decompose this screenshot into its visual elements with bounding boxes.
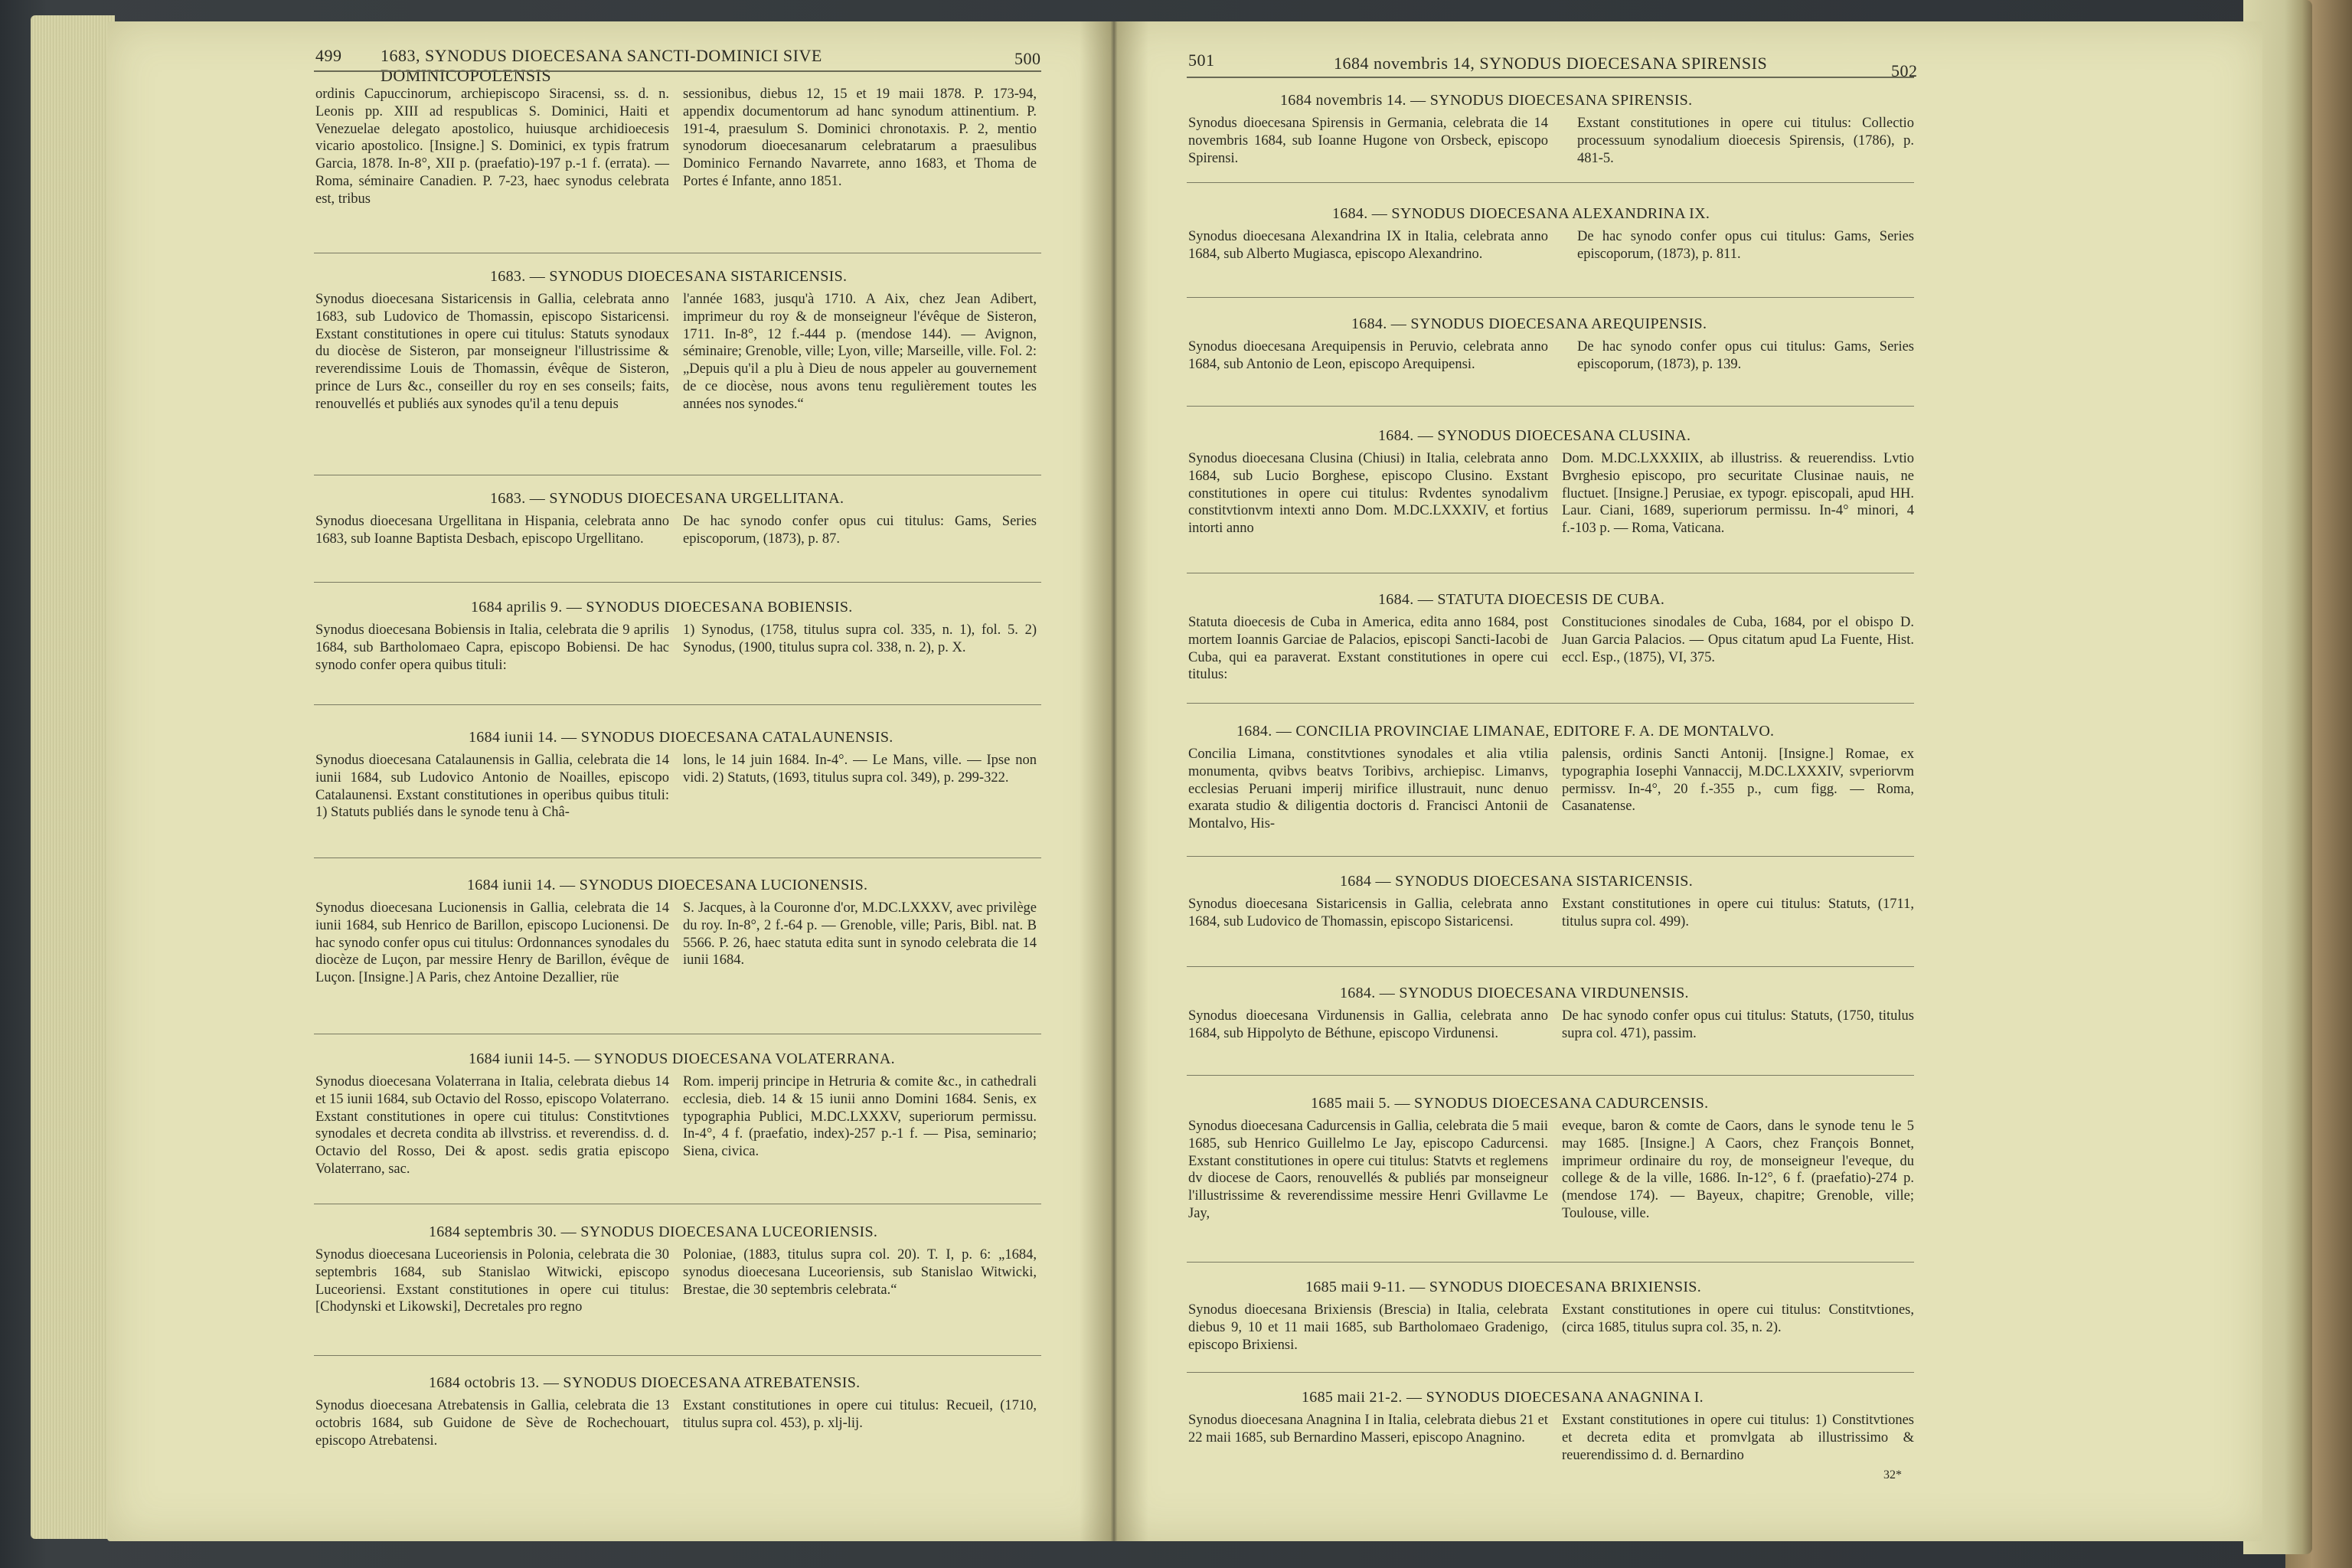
entry-col2: De hac synodo confer opus cui titulus: Gams, Series episcoporum, (1873), p. 87. xyxy=(683,514,1037,547)
entry-col2: Exstant constitutiones in opere cui titulus: Collectio processuum synodalium dioecesis Spirensis, (1786), p. 481-5. xyxy=(1577,116,1914,166)
entry-col1: Synodus dioecesana Luceoriensis in Polonia, celebrata die 30 septembris 1684, sub Stanislao Witwicki, episcopo Luceoriensi. Exstant constitutiones in opere cui titulus: [Chodynski et Likowski], Decretales pro regno xyxy=(315,1247,669,1315)
entry-heading: 1684 septembris 30. — SYNODUS DIOECESANA LUCEORIENSIS. xyxy=(429,1223,878,1240)
entry-col1: Synodus dioecesana Brixiensis (Brescia) in Italia, celebrata diebus 9, 10 et 11 maii 1685, sub Bartholomaeo Gradenigo, episcopo Brixiensi. xyxy=(1188,1302,1548,1353)
entry-col2: Dom. M.DC.LXXXIIX, ab illustriss. & reuerendiss. Lvtio Bvrghesio episcopo, pro securitate Clusinae nauis, ne fluctuet. [Insigne.] Perusiae, ex typogr. episcopali, apud HH. Laur. Ciani, 1689, superiorum permissu. In-4° minori, 4 f.-103 p. — Roma, Vaticana. xyxy=(1562,451,1914,537)
rule xyxy=(1187,966,1914,967)
entry-col1: Statuta dioecesis de Cuba in America, edita anno 1684, post mortem Ioannis Garciae de Palacios, episcopi Sancti-Iacobi de Cuba, qui ea paraverat. Exstant constitutiones in opere cui titulus: xyxy=(1188,615,1548,683)
entry-col1: Synodus dioecesana Virdunensis in Gallia, celebrata anno 1684, sub Hippolyto de Béthune, episcopo Virdunensi. xyxy=(1188,1008,1548,1041)
rule xyxy=(314,70,1041,72)
page-stack-left xyxy=(31,15,115,1539)
entry-heading: 1684. — CONCILIA PROVINCIAE LIMANAE, EDITORE F. A. DE MONTALVO. xyxy=(1236,723,1775,740)
rule xyxy=(314,704,1041,705)
rule xyxy=(1187,1262,1914,1263)
entry-col1: Synodus dioecesana Lucionensis in Gallia, celebrata die 14 iunii 1684, sub Henrico de Barillon, episcopo Lucionensi. De hac synodo confer opus cui titulus: Ordonnances synodales du diocèze de Luçon, par messire Henry de Barillon, évêque de Luçon. [Insigne.] A Paris, chez Antoine Dezallier, rüe xyxy=(315,900,669,986)
signature-mark: 32* xyxy=(1883,1468,1902,1481)
entry-heading: 1685 maii 9-11. — SYNODUS DIOECESANA BRIXIENSIS. xyxy=(1305,1279,1702,1295)
rule xyxy=(314,582,1041,583)
entry-col1: Synodus dioecesana Catalaunensis in Gallia, celebrata die 14 iunii 1684, sub Ludovico Antonio de Noailles, episcopo Catalaunensi. Exstant constitutiones in operibus quibus tituli: 1) Statuts publiés dans le synode tenu à Châ- xyxy=(315,753,669,821)
page-number: 499 xyxy=(315,46,342,65)
running-head: 1684 novembris 14, SYNODUS DIOECESANA SPIRENSIS xyxy=(1334,54,1768,73)
entry-col2: l'année 1683, jusqu'à 1710. A Aix, chez Jean Adibert, imprimeur du roy & de monseigneur l'évêque de Sisteron, 1711. In-8°, 12 f.-444 p. (mendose 144). — Avignon, séminaire; Grenoble, ville; Lyon, ville; Marseille, ville. Fol. 2: „Depuis qu'il a plu à Dieu de nous appeler au gouvernement de ce diocèse, nous avons tenu regulièrement toutes les années nos synodes.“ xyxy=(683,292,1037,412)
rule xyxy=(1187,406,1914,407)
entry-col1: Synodus dioecesana Alexandrina IX in Italia, celebrata anno 1684, sub Alberto Mugiasca, episcopo Alexandrino. xyxy=(1188,229,1548,262)
entry-col1: Synodus dioecesana Clusina (Chiusi) in Italia, celebrata anno 1684, sub Lucio Borghese, episcopo Clusino. Exstant constitutiones in opere cui titulus: Rvdentes synodalivm constitvtionvm intexti anno Dom. M.DC.LXXXIV, et fortius intorti anno xyxy=(1188,451,1548,537)
entry-heading: 1684. — SYNODUS DIOECESANA AREQUIPENSIS. xyxy=(1351,315,1707,332)
entry-col1: Synodus dioecesana Volaterrana in Italia, celebrata diebus 14 et 15 iunii 1684, sub Octavio del Rosso, episcopo Volaterrano. Exstant constitutiones in opere cui titulus: Constitvtiones synodales et decreta condita ab illvstriss. et reverendiss. d. d. Octavio del Rosso, Dei & apost. sedis gratia episcopo Volaterrano, sac. xyxy=(315,1074,669,1177)
running-head: 1683, SYNODUS DIOECESANA SANCTI-DOMINICI SIVE DOMINICOPOLENSIS xyxy=(381,46,822,85)
entry-col2: S. Jacques, à la Couronne d'or, M.DC.LXXXV, avec privilège du roy. In-8°, 2 f.-64 p. — Grenoble, ville; Paris, Bibl. nat. B 5566. P. 26, haec statuta edita sunt in synodo celebrata die 14 iunii 1684. xyxy=(683,900,1037,969)
entry-col2: palensis, ordinis Sancti Antonij. [Insigne.] Romae, ex typographia Iosephi Vannaccij, M.DC.LXXXIV, svperiorvm permissv. In-4°, 20 f.-355 p., cum figg. — Roma, Casanatense. xyxy=(1562,746,1914,815)
entry-heading: 1684. — SYNODUS DIOECESANA ALEXANDRINA IX. xyxy=(1332,205,1710,222)
entry-heading: 1683. — SYNODUS DIOECESANA SISTARICENSIS. xyxy=(490,268,848,285)
entry-heading: 1684. — SYNODUS DIOECESANA VIRDUNENSIS. xyxy=(1340,985,1689,1001)
entry-heading: 1684 novembris 14. — SYNODUS DIOECESANA SPIRENSIS. xyxy=(1280,92,1693,109)
entry-col2: 1) Synodus, (1758, titulus supra col. 335, n. 1), fol. 5. 2) Synodus, (1900, titulus supra col. 338, n. 2), p. X. xyxy=(683,622,1037,655)
entry-col1: Concilia Limana, constitvtiones synodales et alia vtilia monumenta, qvibvs beatvs Toribivs, archiepisc. Limanvs, ecclesias Peruani imperij mirifice illustrauit, nunc denuo exarata studio & diligentia doctoris d. Francisci Antonii de Montalvo, His- xyxy=(1188,746,1548,832)
entry-col2: lons, le 14 juin 1684. In-4°. — Le Mans, ville. — Ipse non vidi. 2) Statuts, (1693, titulus supra col. 349), p. 299-322. xyxy=(683,753,1037,786)
entry-heading: 1684. — SYNODUS DIOECESANA CLUSINA. xyxy=(1378,427,1691,444)
entry-col2: Exstant constitutiones in opere cui titulus: Statuts, (1711, titulus supra col. 499). xyxy=(1562,897,1914,929)
rule xyxy=(1187,856,1914,857)
entry-col1: Synodus dioecesana Cadurcensis in Gallia, celebrata die 5 maii 1685, sub Henrico Guillelmo Le Jay, episcopo Cadurcensi. Exstant constitutiones in opere cui titulus: Statvts et reglemens dv diocese de Caors, renouvellés & publiés par monseigneur l'illustrissime & reverendissime messire Henri Gvillavme Le Jay, xyxy=(1188,1119,1548,1221)
entry-col1: Synodus dioecesana Spirensis in Germania, celebrata die 14 novembris 1684, sub Ioanne Hugone von Orsbeck, episcopo Spirensi. xyxy=(1188,116,1548,166)
rule xyxy=(1187,1075,1914,1076)
entry-col2: Poloniae, (1883, titulus supra col. 20). T. I, p. 6: „1684, synodus dioecesana Luceoriensis, sub Stanislao Witwicki, Brestae, die 30 septembris celebrata.“ xyxy=(683,1247,1037,1298)
entry-heading: 1685 maii 5. — SYNODUS DIOECESANA CADURCENSIS. xyxy=(1311,1095,1709,1112)
entry-col2: Exstant constitutiones in opere cui titulus: Recueil, (1710, titulus supra col. 453), p. xlj-lij. xyxy=(683,1398,1037,1431)
entry-col2: eveque, baron & comte de Caors, dans le synode tenu le 5 may 1685. [Insigne.] A Caors, chez François Bonnet, imprimeur ordinaire du roy, de monseigneur l'eveque, du college & de la ville, 1686. In-12°, 6 f. (praefatio)-274 p. (mendose 174). — Bayeux, chapitre; Grenoble, ville; Toulouse, ville. xyxy=(1562,1119,1914,1221)
entry-col2: Exstant constitutiones in opere cui titulus: Constitvtiones, (circa 1685, titulus supra col. 35, n. 2). xyxy=(1562,1302,1914,1335)
page-number: 500 xyxy=(1014,49,1041,68)
page-number: 502 xyxy=(1891,61,1918,80)
entry-col1: Synodus dioecesana Atrebatensis in Gallia, celebrata die 13 octobris 1684, sub Guidone de Sève de Rochechouart, episcopo Atrebatensi. xyxy=(315,1398,669,1449)
rule xyxy=(314,1355,1041,1356)
entry-col2: De hac synodo confer opus cui titulus: Statuts, (1750, titulus supra col. 471), passim. xyxy=(1562,1008,1914,1041)
entry-heading: 1684 iunii 14-5. — SYNODUS DIOECESANA VOLATERRANA. xyxy=(469,1050,895,1067)
entry-col2: De hac synodo confer opus cui titulus: Gams, Series episcoporum, (1873), p. 811. xyxy=(1577,229,1914,262)
entry-col1: Synodus dioecesana Sistaricensis in Gallia, celebrata anno 1683, sub Ludovico de Thomassin, episcopo Sistaricensi. Exstant constitutiones in opere cui titulus: Statuts synodaux du diocèse de Sisteron, par monseigneur l'illustrissime & reverendissime Louis de Thomassin, évêque de Sisteron, prince de Lurs &c., conseiller du roy en ses conseils; faits, renouvellés et publiés aux synodes qu'il a tenu depuis xyxy=(315,292,669,412)
book-gutter xyxy=(1080,21,1148,1541)
entry-col2: Rom. imperij principe in Hetruria & comite &c., in cathedrali ecclesia, dieb. 14 & 15 iunii anno Domini 1684. Senis, ex typographia Publici, M.DC.LXXXV, superiorum permissu. In-4°, 4 f. (praefatio, index)-257 p.-1 f. — Pisa, seminario; Siena, civica. xyxy=(683,1074,1037,1160)
continuation-col2: sessionibus, diebus 12, 15 et 19 maii 1878. P. 173-94, appendix documentorum ad hanc synodum attinentium. P. 191-4, praesulum S. Dominici chronotaxis. P. 2, mentio synodorum dioecesanarum celebratarum a praesulibus Dominico Fernando Navarrete, anno 1683, et Thoma de Portes é Infante, anno 1851. xyxy=(683,87,1037,189)
entry-heading: 1683. — SYNODUS DIOECESANA URGELLITANA. xyxy=(490,490,844,507)
entry-col1: Synodus dioecesana Anagnina I in Italia, celebrata diebus 21 et 22 maii 1685, sub Bernardino Masseri, episcopo Anagnino. xyxy=(1188,1413,1548,1446)
entry-col1: Synodus dioecesana Sistaricensis in Gallia, celebrata anno 1684, sub Ludovico de Thomassin, episcopo Sistaricensi. xyxy=(1188,897,1548,929)
entry-heading: 1684 iunii 14. — SYNODUS DIOECESANA LUCIONENSIS. xyxy=(467,877,868,893)
entry-col1: Synodus dioecesana Bobiensis in Italia, celebrata die 9 aprilis 1684, sub Bartholomaeo Capra, episcopo Bobiensi. De hac synodo confer opera quibus tituli: xyxy=(315,622,669,673)
entry-heading: 1684 aprilis 9. — SYNODUS DIOECESANA BOBIENSIS. xyxy=(471,599,853,616)
rule xyxy=(1187,703,1914,704)
entry-col2: Exstant constitutiones in opere cui titulus: 1) Constitvtiones et decreta edita et promvlgata ab illustrissimo & reuerendissimo d. d. Bernardino xyxy=(1562,1413,1914,1463)
entry-col1: Synodus dioecesana Urgellitana in Hispania, celebrata anno 1683, sub Ioanne Baptista Desbach, episcopo Urgellitano. xyxy=(315,514,669,547)
entry-col1: Synodus dioecesana Arequipensis in Peruvio, celebrata anno 1684, sub Antonio de Leon, episcopo Arequipensi. xyxy=(1188,339,1548,372)
continuation-col1: ordinis Capuccinorum, archiepiscopo Siracensi, ss. d. n. Leonis pp. XIII ad respublicas S. Dominici, Haiti et Venezuelae delegato apostolico, huiusque archidioecesis vicario apostolico. [Insigne.] S. Dominici, ex typis fratrum Garcia, 1878. In-8°, XII p. (praefatio)-197 p.-1 f. (errata). — Roma, séminaire Canadien. P. 7-23, haec synodus celebrata est, tribus xyxy=(315,87,669,207)
entry-heading: 1684 iunii 14. — SYNODUS DIOECESANA CATALAUNENSIS. xyxy=(469,729,893,746)
entry-col2: De hac synodo confer opus cui titulus: Gams, Series episcoporum, (1873), p. 139. xyxy=(1577,339,1914,372)
page-number: 501 xyxy=(1188,51,1215,70)
rule xyxy=(1187,297,1914,298)
entry-heading: 1685 maii 21-2. — SYNODUS DIOECESANA ANAGNINA I. xyxy=(1302,1389,1704,1406)
entry-col2: Constituciones sinodales de Cuba, 1684, por el obispo D. Juan Garcia Palacios. — Opus citatum apud La Fuente, Hist. eccl. Esp., (1875), VI, 375. xyxy=(1562,615,1914,665)
entry-heading: 1684 octobris 13. — SYNODUS DIOECESANA ATREBATENSIS. xyxy=(429,1374,861,1391)
rule xyxy=(1187,182,1914,183)
entry-heading: 1684. — STATUTA DIOECESIS DE CUBA. xyxy=(1378,591,1665,608)
rule xyxy=(1187,77,1914,78)
entry-heading: 1684 — SYNODUS DIOECESANA SISTARICENSIS. xyxy=(1340,873,1694,890)
rule xyxy=(1187,1372,1914,1373)
